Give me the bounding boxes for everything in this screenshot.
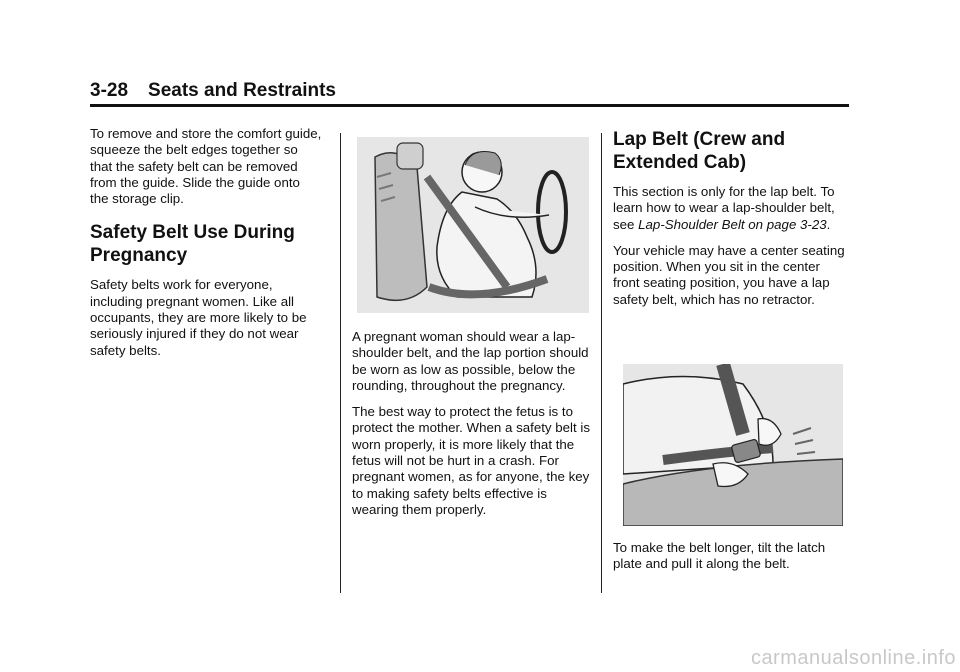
pregnant-woman-illustration [357,137,589,313]
header-rule [90,104,849,107]
pregnancy-figure-caption: A pregnant woman should wear a lap-shoulder belt, and the lap portion should be worn as low as possible, below the rounding, throughout the pregnancy. [352,329,589,393]
watermark: carmanualsonline.info [750,647,956,669]
pregnancy-paragraph: Safety belts work for everyone, including pregnant women. Like all occupants, they are more likely to be seriously injured if they do not wear safety belts. [90,277,307,358]
lap-belt-intro-end: . [826,216,831,232]
comfort-guide-paragraph: To remove and store the comfort guide, squeeze the belt edges together so that the safety belt can be removed from the guide. Slide the guide onto the storage clip. [90,126,322,207]
column-divider-1 [340,133,341,593]
belt-longer-paragraph: To make the belt longer, tilt the latch plate and pull it along the belt. [613,540,826,572]
lap-shoulder-belt-reference: Lap-Shoulder Belt on page 3-23 [638,216,827,232]
lap-belt-heading: Lap Belt (Crew and Extended Cab) [613,129,786,173]
lap-belt-intro-text: This section is only for the lap belt. To learn how to wear a lap-shoulder belt, see [613,184,835,232]
lap-belt-intro-paragraph [613,184,848,233]
column-2 [352,126,592,528]
center-seating-paragraph: Your vehicle may have a center seating position. When you sit in the center front seating position, you have a lap safety belt, which has no retractor. [613,242,845,307]
protect-fetus-paragraph: The best way to protect the fetus is to protect the mother. When a safety belt is worn properly, it is more likely that the fetus will not be hurt in a crash. For pregnant women, as for anyone, the key to making safety belts effective is wearing them properly. [352,404,590,517]
column-divider-2 [601,133,602,593]
pregnancy-heading: Safety Belt Use During Pregnancy [90,222,295,267]
lap-belt-latch-illustration [623,364,843,526]
column-3 [613,126,848,583]
page-header [90,80,336,102]
page-number: 3-28 [90,80,129,101]
section-title: Seats and Restraints [148,80,336,101]
column-1 [90,126,322,369]
